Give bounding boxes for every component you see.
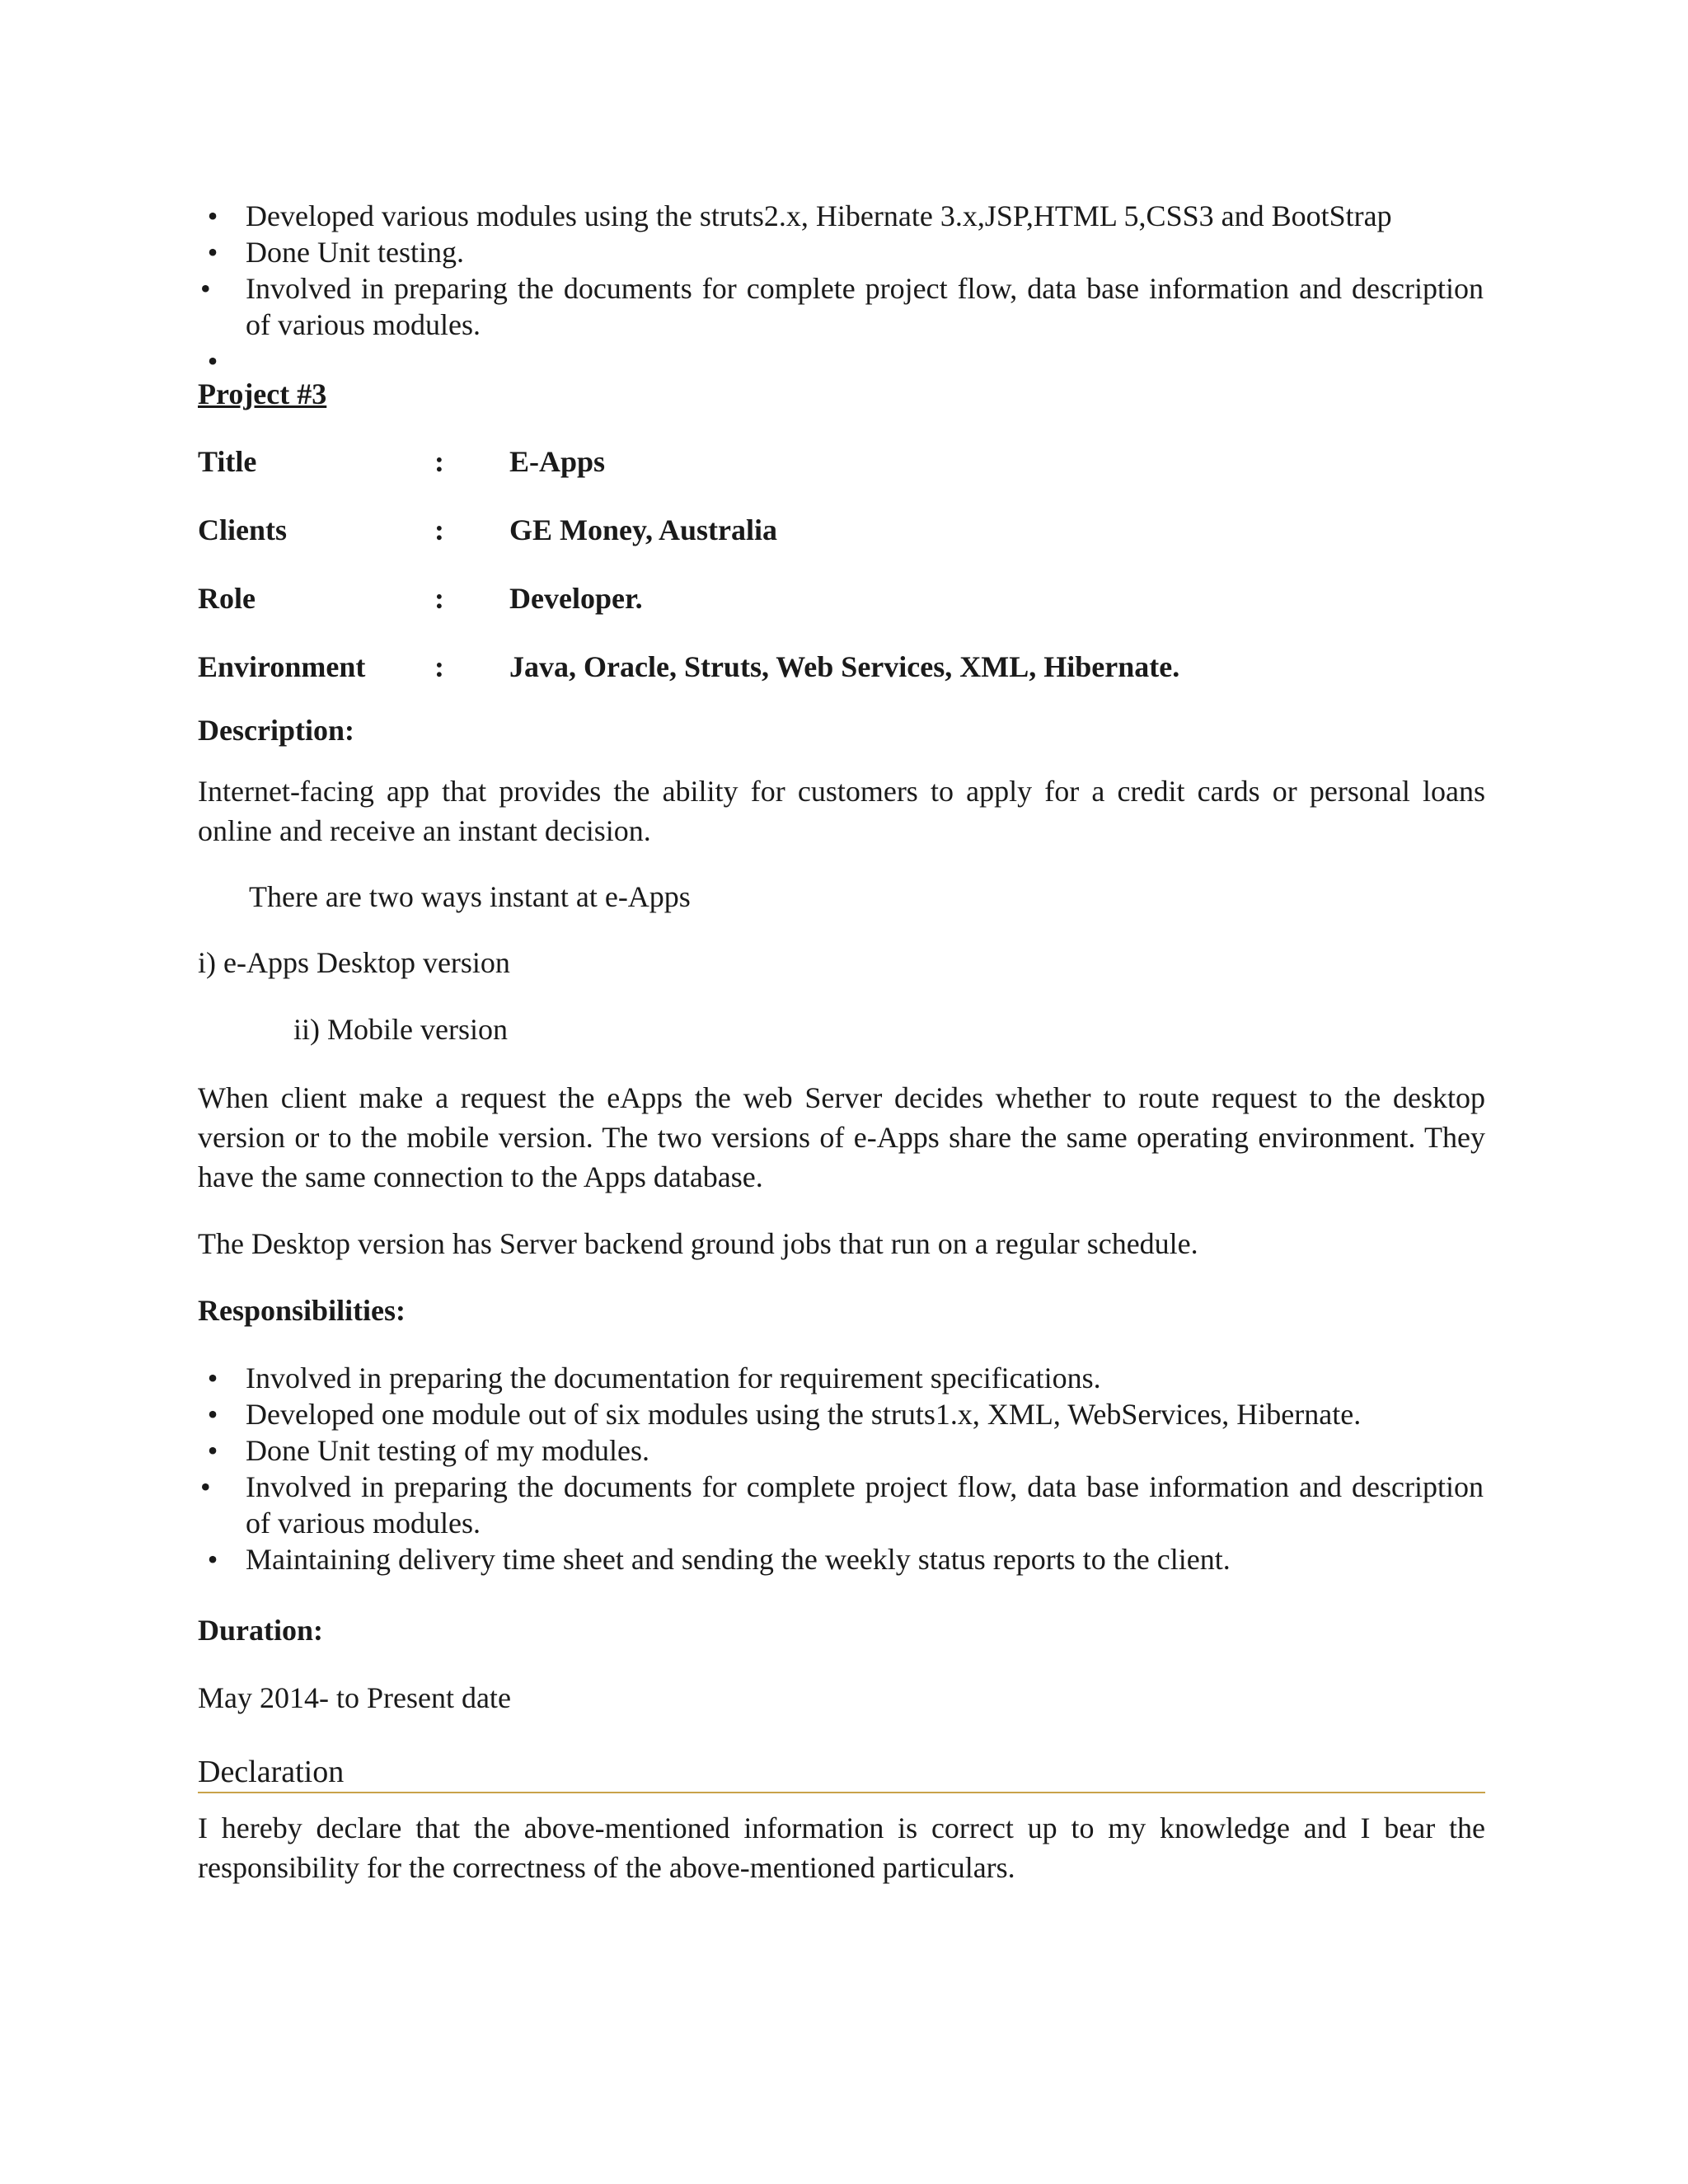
duration-value: May 2014- to Present date	[198, 1681, 511, 1714]
responsibilities-label: Responsibilities:	[198, 1294, 406, 1327]
field-value: E-Apps	[509, 445, 606, 478]
list-item: • Involved in preparing the documents for complete project flow, data base information and description of various modules.	[200, 1470, 1484, 1540]
list-item: • Developed various modules using the struts2.x, Hibernate 3.x,JSP,HTML 5,CSS3 and BootStrap	[198, 198, 1484, 234]
field-separator: :	[434, 582, 444, 615]
list-item: • Involved in preparing the documents for complete project flow, data base information and description of various modules.	[200, 272, 1484, 341]
project-heading: Project #3	[198, 377, 327, 410]
bullet-icon: •	[200, 272, 211, 305]
project-field-role	[198, 580, 1484, 616]
bullet-icon: •	[207, 1543, 218, 1576]
bullet-icon: •	[207, 344, 218, 377]
list-item: • Done Unit testing of my modules.	[198, 1432, 1484, 1469]
project-field-environment	[198, 649, 1484, 685]
bullet-icon: •	[200, 1470, 211, 1503]
field-label: Title	[198, 445, 257, 478]
responsibilities-list	[198, 1360, 1484, 1577]
bullet-icon: •	[207, 1398, 218, 1431]
field-value: Java, Oracle, Struts, Web Services, XML, Hibernate.	[509, 650, 1180, 683]
field-value: GE Money, Australia	[509, 513, 778, 546]
list-item: • Developed one module out of six modules using the struts1.x, XML, WebServices, Hibernate.	[198, 1396, 1484, 1432]
project-field-clients	[198, 512, 1484, 548]
description-label: Description:	[198, 714, 354, 747]
field-separator: :	[434, 445, 444, 478]
field-label: Clients	[198, 513, 287, 546]
bullet-icon: •	[207, 1361, 218, 1394]
way-desktop: i) e-Apps Desktop version	[198, 946, 510, 979]
field-label: Role	[198, 582, 256, 615]
field-separator: :	[434, 513, 444, 546]
list-item: • Maintaining delivery time sheet and sending the weekly status reports to the client.	[198, 1541, 1484, 1577]
project-field-title	[198, 443, 1484, 480]
list-item: • Done Unit testing.	[198, 234, 1484, 270]
desktop-paragraph: The Desktop version has Server backend ground jobs that run on a regular schedule.	[198, 1227, 1198, 1260]
bullet-icon: •	[207, 236, 218, 269]
bullet-icon: •	[207, 199, 218, 232]
bullet-icon: •	[207, 1434, 218, 1467]
list-item: • Involved in preparing the documentation for requirement specifications.	[198, 1360, 1484, 1396]
field-separator: :	[434, 650, 444, 683]
field-label: Environment	[198, 650, 366, 683]
way-mobile: ii) Mobile version	[293, 1013, 508, 1046]
description-text: Internet-facing app that provides the ability for customers to apply for a credit cards or personal loans online and receive an instant decision.	[198, 775, 1485, 847]
declaration-text: I hereby declare that the above-mentioned information is correct up to my knowledge and I bear the responsibility for the correctness of the above-mentioned particulars.	[198, 1811, 1485, 1884]
field-value: Developer.	[509, 582, 643, 615]
declaration-heading: Declaration	[198, 1754, 1485, 1793]
routing-paragraph: When client make a request the eApps the web Server decides whether to route request to the desktop version or to the mobile version. The two versions of e-Apps share the same operating environment. They have the same connection to the Apps database.	[198, 1081, 1485, 1193]
previous-project-responsibilities-list	[198, 198, 1484, 377]
duration-label: Duration:	[198, 1614, 323, 1647]
ways-intro: There are two ways instant at e-Apps	[249, 880, 691, 913]
